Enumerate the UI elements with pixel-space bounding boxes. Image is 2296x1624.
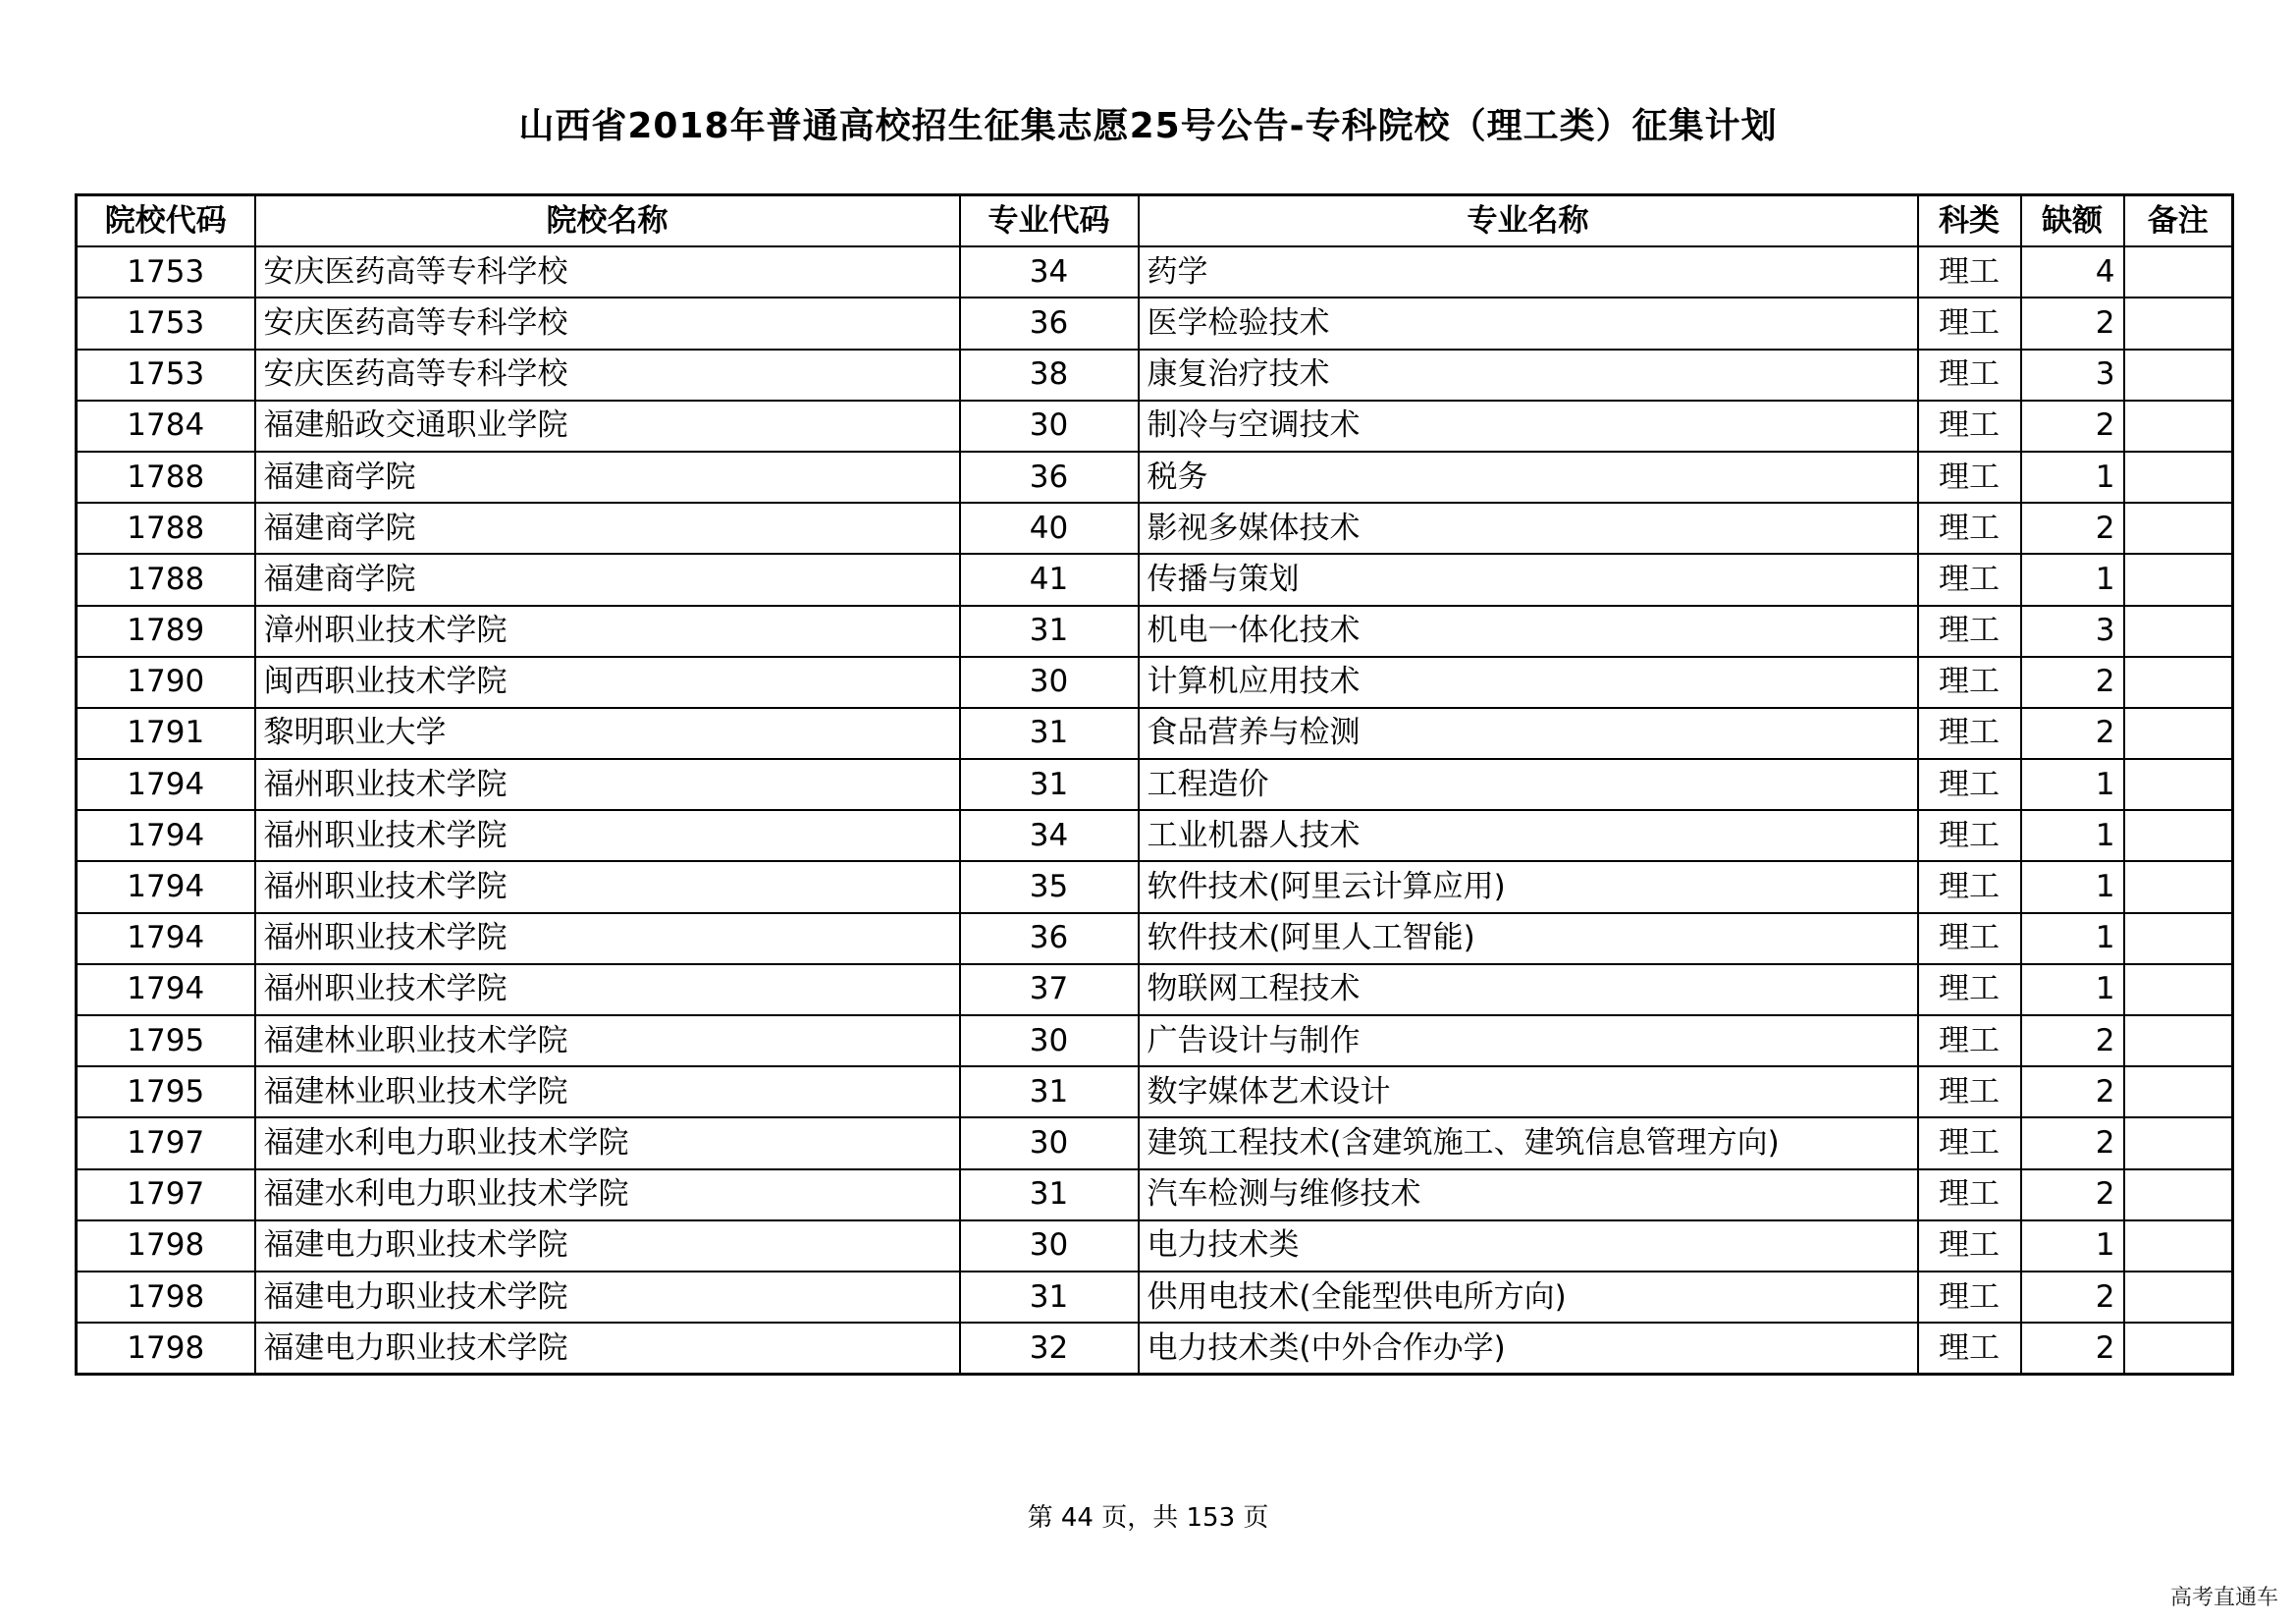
category-cell: 理工	[1918, 1066, 2021, 1117]
category-cell: 理工	[1918, 1323, 2021, 1375]
major-code-cell: 31	[960, 759, 1139, 810]
major-name-cell: 制冷与空调技术	[1139, 401, 1918, 452]
table-row	[77, 606, 2233, 657]
school-name-cell: 福州职业技术学院	[255, 913, 960, 964]
school-name-cell: 福州职业技术学院	[255, 964, 960, 1015]
category-cell: 理工	[1918, 401, 2021, 452]
vacancy-cell: 2	[2021, 1272, 2124, 1323]
school-name-cell: 黎明职业大学	[255, 708, 960, 759]
table-row	[77, 1117, 2233, 1168]
major-code-cell: 31	[960, 606, 1139, 657]
major-name-cell: 工程造价	[1139, 759, 1918, 810]
major-name-cell: 康复治疗技术	[1139, 350, 1918, 401]
major-name-cell: 软件技术(阿里云计算应用)	[1139, 861, 1918, 912]
remarks-cell	[2124, 503, 2233, 554]
category-cell: 理工	[1918, 1117, 2021, 1168]
major-name-cell: 影视多媒体技术	[1139, 503, 1918, 554]
school-name-cell: 福建水利电力职业技术学院	[255, 1117, 960, 1168]
vacancy-cell: 1	[2021, 759, 2124, 810]
category-cell: 理工	[1918, 298, 2021, 349]
vacancy-cell: 2	[2021, 401, 2124, 452]
category-cell: 理工	[1918, 1015, 2021, 1066]
remarks-cell	[2124, 1323, 2233, 1375]
vacancy-cell: 3	[2021, 350, 2124, 401]
school-code-cell: 1784	[77, 401, 255, 452]
vacancy-cell: 1	[2021, 554, 2124, 605]
table-header-row	[77, 195, 2233, 247]
vacancy-cell: 1	[2021, 913, 2124, 964]
page-number: 第 44 页，共 153 页	[1027, 1503, 1269, 1533]
school-name-cell: 福州职业技术学院	[255, 810, 960, 861]
school-name-cell: 安庆医药高等专科学校	[255, 350, 960, 401]
category-cell: 理工	[1918, 913, 2021, 964]
table-row	[77, 1220, 2233, 1272]
school-name-cell: 福建船政交通职业学院	[255, 401, 960, 452]
table-row	[77, 452, 2233, 503]
school-code-cell: 1798	[77, 1220, 255, 1272]
school-code-cell: 1789	[77, 606, 255, 657]
remarks-cell	[2124, 810, 2233, 861]
vacancy-cell: 1	[2021, 964, 2124, 1015]
remarks-cell	[2124, 1220, 2233, 1272]
table-row	[77, 1066, 2233, 1117]
school-code-cell: 1790	[77, 657, 255, 708]
vacancy-cell: 2	[2021, 1117, 2124, 1168]
major-code-cell: 31	[960, 1066, 1139, 1117]
table-row	[77, 1272, 2233, 1323]
remarks-cell	[2124, 1117, 2233, 1168]
vacancy-cell: 1	[2021, 861, 2124, 912]
table-row	[77, 350, 2233, 401]
remarks-cell	[2124, 350, 2233, 401]
table-row	[77, 657, 2233, 708]
table-row	[77, 554, 2233, 605]
category-cell: 理工	[1918, 810, 2021, 861]
table-row	[77, 503, 2233, 554]
remarks-cell	[2124, 246, 2233, 298]
major-code-cell: 36	[960, 452, 1139, 503]
watermark: 高考直通车	[2169, 1586, 2278, 1610]
category-cell: 理工	[1918, 452, 2021, 503]
major-code-cell: 34	[960, 246, 1139, 298]
header-school-code: 院校代码	[77, 195, 255, 247]
school-code-cell: 1794	[77, 810, 255, 861]
school-name-cell: 福建商学院	[255, 554, 960, 605]
major-code-cell: 30	[960, 657, 1139, 708]
school-name-cell: 福建电力职业技术学院	[255, 1323, 960, 1375]
major-code-cell: 30	[960, 401, 1139, 452]
school-name-cell: 福建商学院	[255, 452, 960, 503]
major-name-cell: 软件技术(阿里人工智能)	[1139, 913, 1918, 964]
category-cell: 理工	[1918, 503, 2021, 554]
remarks-cell	[2124, 913, 2233, 964]
major-code-cell: 30	[960, 1015, 1139, 1066]
remarks-cell	[2124, 759, 2233, 810]
major-code-cell: 31	[960, 708, 1139, 759]
remarks-cell	[2124, 298, 2233, 349]
school-code-cell: 1753	[77, 246, 255, 298]
major-name-cell: 供用电技术(全能型供电所方向)	[1139, 1272, 1918, 1323]
school-code-cell: 1794	[77, 964, 255, 1015]
school-code-cell: 1798	[77, 1272, 255, 1323]
remarks-cell	[2124, 401, 2233, 452]
remarks-cell	[2124, 708, 2233, 759]
header-vacancy: 缺额	[2021, 195, 2124, 247]
school-code-cell: 1788	[77, 503, 255, 554]
category-cell: 理工	[1918, 246, 2021, 298]
school-code-cell: 1798	[77, 1323, 255, 1375]
vacancy-cell: 1	[2021, 1220, 2124, 1272]
school-name-cell: 闽西职业技术学院	[255, 657, 960, 708]
table-row	[77, 401, 2233, 452]
category-cell: 理工	[1918, 657, 2021, 708]
major-name-cell: 药学	[1139, 246, 1918, 298]
table-row	[77, 810, 2233, 861]
enrollment-plan-table	[75, 193, 2234, 1376]
remarks-cell	[2124, 1015, 2233, 1066]
table-row	[77, 246, 2233, 298]
major-code-cell: 30	[960, 1117, 1139, 1168]
school-code-cell: 1795	[77, 1015, 255, 1066]
vacancy-cell: 2	[2021, 657, 2124, 708]
school-code-cell: 1791	[77, 708, 255, 759]
major-code-cell: 30	[960, 1220, 1139, 1272]
header-school-name: 院校名称	[255, 195, 960, 247]
vacancy-cell: 2	[2021, 503, 2124, 554]
category-cell: 理工	[1918, 350, 2021, 401]
school-code-cell: 1753	[77, 350, 255, 401]
table-row	[77, 861, 2233, 912]
vacancy-cell: 4	[2021, 246, 2124, 298]
major-code-cell: 31	[960, 1169, 1139, 1220]
major-name-cell: 广告设计与制作	[1139, 1015, 1918, 1066]
category-cell: 理工	[1918, 606, 2021, 657]
remarks-cell	[2124, 554, 2233, 605]
major-name-cell: 物联网工程技术	[1139, 964, 1918, 1015]
table-row	[77, 759, 2233, 810]
school-code-cell: 1794	[77, 861, 255, 912]
major-name-cell: 建筑工程技术(含建筑施工、建筑信息管理方向)	[1139, 1117, 1918, 1168]
table-row	[77, 1323, 2233, 1375]
table-row	[77, 913, 2233, 964]
category-cell: 理工	[1918, 861, 2021, 912]
school-code-cell: 1794	[77, 759, 255, 810]
page-title: 山西省2018年普通高校招生征集志愿25号公告-专科院校（理工类）征集计划	[518, 106, 1778, 146]
vacancy-cell: 2	[2021, 1323, 2124, 1375]
category-cell: 理工	[1918, 708, 2021, 759]
vacancy-cell: 1	[2021, 452, 2124, 503]
school-name-cell: 福州职业技术学院	[255, 861, 960, 912]
major-name-cell: 汽车检测与维修技术	[1139, 1169, 1918, 1220]
header-major-code: 专业代码	[960, 195, 1139, 247]
major-name-cell: 食品营养与检测	[1139, 708, 1918, 759]
vacancy-cell: 2	[2021, 708, 2124, 759]
school-name-cell: 福建电力职业技术学院	[255, 1220, 960, 1272]
table-row	[77, 1169, 2233, 1220]
school-code-cell: 1795	[77, 1066, 255, 1117]
school-name-cell: 福建水利电力职业技术学院	[255, 1169, 960, 1220]
table-row	[77, 964, 2233, 1015]
remarks-cell	[2124, 1169, 2233, 1220]
school-name-cell: 福建林业职业技术学院	[255, 1015, 960, 1066]
header-major-name: 专业名称	[1139, 195, 1918, 247]
table-row	[77, 298, 2233, 349]
school-code-cell: 1794	[77, 913, 255, 964]
major-code-cell: 34	[960, 810, 1139, 861]
major-code-cell: 37	[960, 964, 1139, 1015]
category-cell: 理工	[1918, 1169, 2021, 1220]
school-name-cell: 福州职业技术学院	[255, 759, 960, 810]
category-cell: 理工	[1918, 964, 2021, 1015]
vacancy-cell: 2	[2021, 1169, 2124, 1220]
remarks-cell	[2124, 1272, 2233, 1323]
school-code-cell: 1788	[77, 554, 255, 605]
major-code-cell: 36	[960, 298, 1139, 349]
major-name-cell: 税务	[1139, 452, 1918, 503]
header-category: 科类	[1918, 195, 2021, 247]
header-remarks: 备注	[2124, 195, 2233, 247]
remarks-cell	[2124, 964, 2233, 1015]
table-row	[77, 708, 2233, 759]
category-cell: 理工	[1918, 554, 2021, 605]
major-code-cell: 31	[960, 1272, 1139, 1323]
school-name-cell: 安庆医药高等专科学校	[255, 246, 960, 298]
table-row	[77, 1015, 2233, 1066]
major-code-cell: 41	[960, 554, 1139, 605]
vacancy-cell: 2	[2021, 1066, 2124, 1117]
major-name-cell: 电力技术类	[1139, 1220, 1918, 1272]
category-cell: 理工	[1918, 759, 2021, 810]
major-name-cell: 电力技术类(中外合作办学)	[1139, 1323, 1918, 1375]
school-name-cell: 安庆医药高等专科学校	[255, 298, 960, 349]
school-name-cell: 福建电力职业技术学院	[255, 1272, 960, 1323]
major-code-cell: 36	[960, 913, 1139, 964]
major-name-cell: 机电一体化技术	[1139, 606, 1918, 657]
major-code-cell: 38	[960, 350, 1139, 401]
remarks-cell	[2124, 606, 2233, 657]
table-body	[77, 246, 2233, 1375]
vacancy-cell: 2	[2021, 1015, 2124, 1066]
category-cell: 理工	[1918, 1272, 2021, 1323]
school-name-cell: 福建商学院	[255, 503, 960, 554]
vacancy-cell: 1	[2021, 810, 2124, 861]
school-name-cell: 漳州职业技术学院	[255, 606, 960, 657]
vacancy-cell: 3	[2021, 606, 2124, 657]
remarks-cell	[2124, 657, 2233, 708]
school-name-cell: 福建林业职业技术学院	[255, 1066, 960, 1117]
major-name-cell: 医学检验技术	[1139, 298, 1918, 349]
remarks-cell	[2124, 861, 2233, 912]
school-code-cell: 1788	[77, 452, 255, 503]
school-code-cell: 1753	[77, 298, 255, 349]
major-name-cell: 数字媒体艺术设计	[1139, 1066, 1918, 1117]
major-code-cell: 32	[960, 1323, 1139, 1375]
major-code-cell: 35	[960, 861, 1139, 912]
school-code-cell: 1797	[77, 1117, 255, 1168]
major-name-cell: 计算机应用技术	[1139, 657, 1918, 708]
vacancy-cell: 2	[2021, 298, 2124, 349]
major-code-cell: 40	[960, 503, 1139, 554]
remarks-cell	[2124, 452, 2233, 503]
major-name-cell: 传播与策划	[1139, 554, 1918, 605]
school-code-cell: 1797	[77, 1169, 255, 1220]
category-cell: 理工	[1918, 1220, 2021, 1272]
major-name-cell: 工业机器人技术	[1139, 810, 1918, 861]
remarks-cell	[2124, 1066, 2233, 1117]
